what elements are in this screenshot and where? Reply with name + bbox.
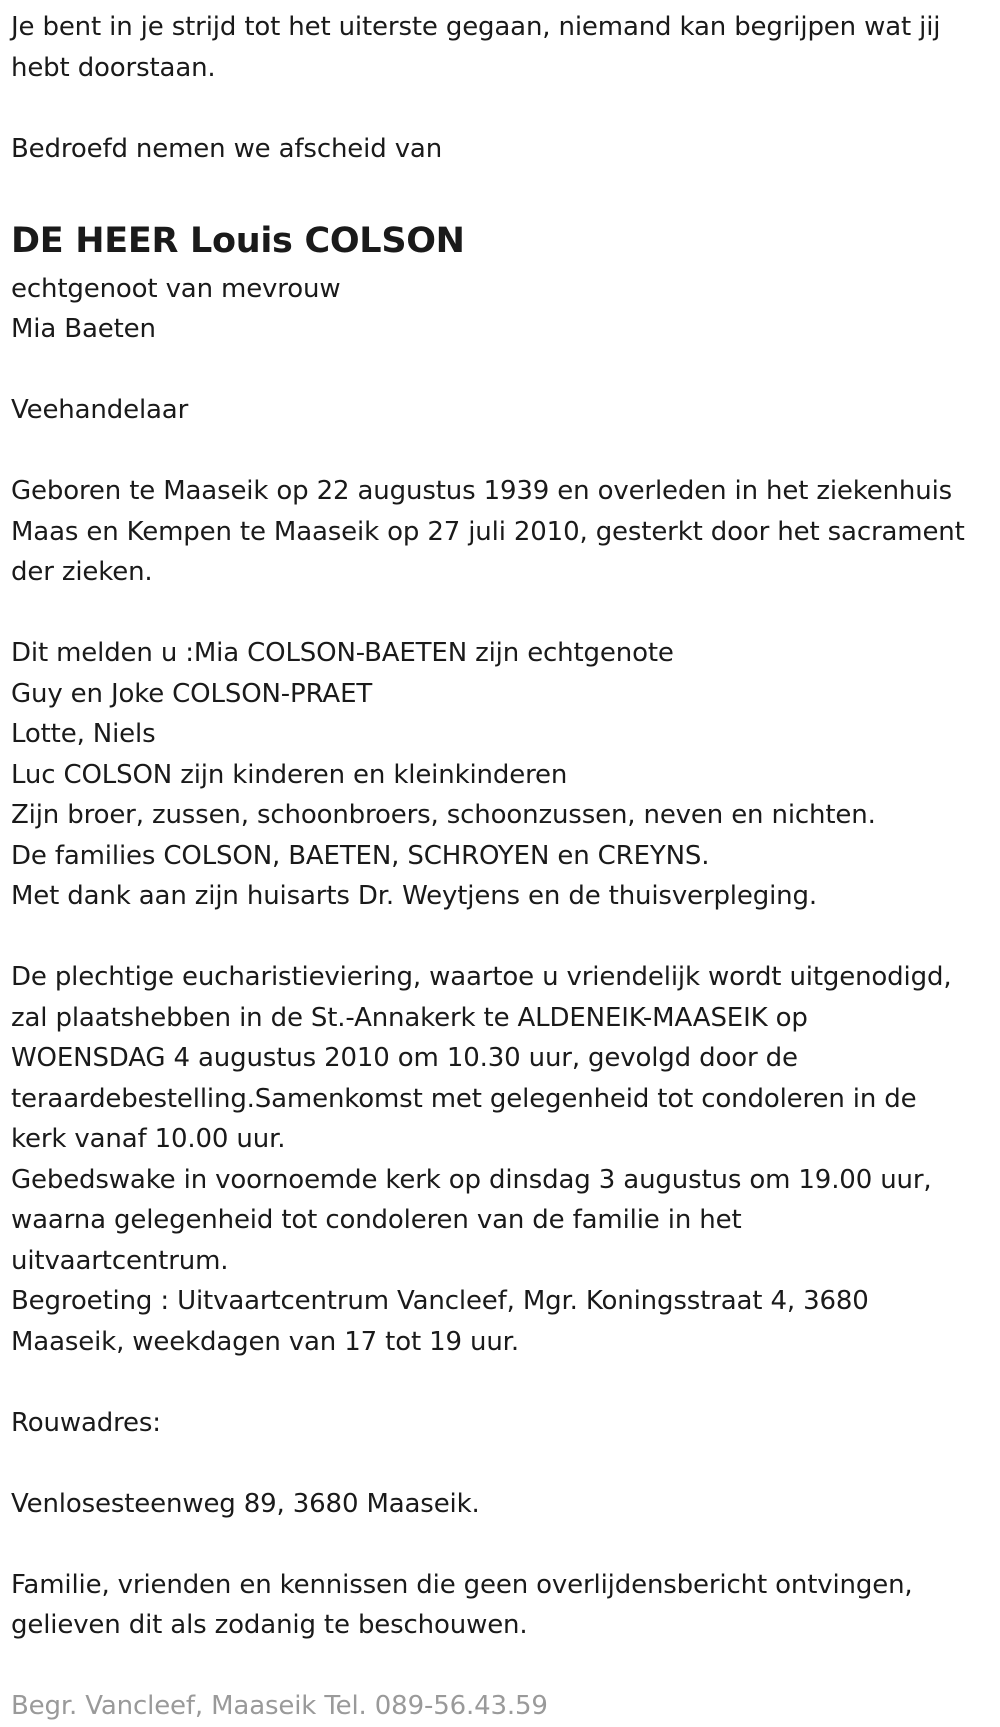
ceremony-details: [11, 957, 996, 1362]
ceremony-line: WOENSDAG 4 augustus 2010 om 10.30 uur, gevolgd door de: [11, 1043, 798, 1073]
ceremony-line: kerk vanaf 10.00 uur.: [11, 1124, 286, 1154]
spacer: [11, 350, 996, 391]
birth-death-line: Maas en Kempen te Maaseik op 27 juli 2010, gesterkt door het sacrament: [11, 516, 965, 547]
ceremony-line: Gebedswake in voornoemde kerk op dinsdag 3 augustus om 19.00 uur,: [11, 1164, 932, 1195]
address-label: Rouwadres:: [11, 1407, 161, 1438]
intro-line: Je bent in je strijd tot het uiterste gegaan, niemand kan begrijpen wat jij: [11, 12, 941, 42]
ceremony-line: zal plaatshebben in de St.-Annakerk te ALDENEIK-MAASEIK op: [11, 1002, 808, 1033]
notice-paragraph: [11, 1565, 996, 1646]
family-line: Zijn broer, zussen, schoonbroers, schoonzussen, neven en nichten.: [11, 800, 876, 830]
intro-line: hebt doorstaan.: [11, 52, 216, 83]
ceremony-line: Maaseik, weekdagen van 17 tot 19 uur.: [11, 1326, 519, 1357]
family-list: [11, 633, 996, 917]
spacer: [11, 593, 996, 634]
spacer: [11, 917, 996, 958]
family-line: Lotte, Niels: [11, 719, 156, 749]
ceremony-line: waarna gelegenheid tot condoleren van de familie in het: [11, 1205, 742, 1235]
ceremony-line: uitvaartcentrum.: [11, 1245, 229, 1276]
family-line: Met dank aan zijn huisarts Dr. Weytjens en de thuisverpleging.: [11, 881, 817, 911]
obituary-document: [11, 7, 996, 1727]
notice-line: Familie, vrienden en kennissen die geen overlijdensbericht ontvingen,: [11, 1569, 913, 1600]
birth-death-line: Geboren te Maaseik op 22 augustus 1939 en overleden in het ziekenhuis: [11, 476, 953, 506]
spacer: [11, 1362, 996, 1403]
spacer: [11, 1524, 996, 1565]
deceased-name: DE HEER Louis COLSON: [11, 220, 465, 261]
address-value: Venlosesteenweg 89, 3680 Maaseik.: [11, 1488, 480, 1519]
spacer: [11, 169, 996, 210]
birth-death-paragraph: [11, 471, 996, 593]
funeral-home-footer: Begr. Vancleef, Maaseik Tel. 089-56.43.59: [11, 1691, 548, 1721]
ceremony-line: De plechtige eucharistieviering, waartoe u vriendelijk wordt uitgenodigd,: [11, 962, 952, 992]
ceremony-line: Begroeting : Uitvaartcentrum Vancleef, Mgr. Koningsstraat 4, 3680: [11, 1286, 869, 1316]
birth-death-line: der zieken.: [11, 557, 153, 587]
spacer: [11, 431, 996, 472]
family-line: Luc COLSON zijn kinderen en kleinkinderen: [11, 759, 568, 790]
spacer: [11, 1443, 996, 1484]
spouse-name: Mia Baeten: [11, 314, 156, 344]
family-line: De families COLSON, BAETEN, SCHROYEN en CREYNS.: [11, 840, 710, 871]
intro-quote: [11, 7, 996, 88]
notice-line: gelieven dit als zodanig te beschouwen.: [11, 1610, 528, 1640]
spacer: [11, 88, 996, 129]
spacer: [11, 1646, 996, 1687]
spouse-line: echtgenoot van mevrouw: [11, 273, 341, 304]
announcement-text: Bedroefd nemen we afscheid van: [11, 133, 443, 164]
ceremony-line: teraardebestelling.Samenkomst met gelegenheid tot condoleren in de: [11, 1083, 917, 1114]
family-line: Dit melden u :Mia COLSON-BAETEN zijn echtgenote: [11, 638, 674, 668]
family-line: Guy en Joke COLSON-PRAET: [11, 678, 373, 709]
profession: Veehandelaar: [11, 395, 189, 425]
